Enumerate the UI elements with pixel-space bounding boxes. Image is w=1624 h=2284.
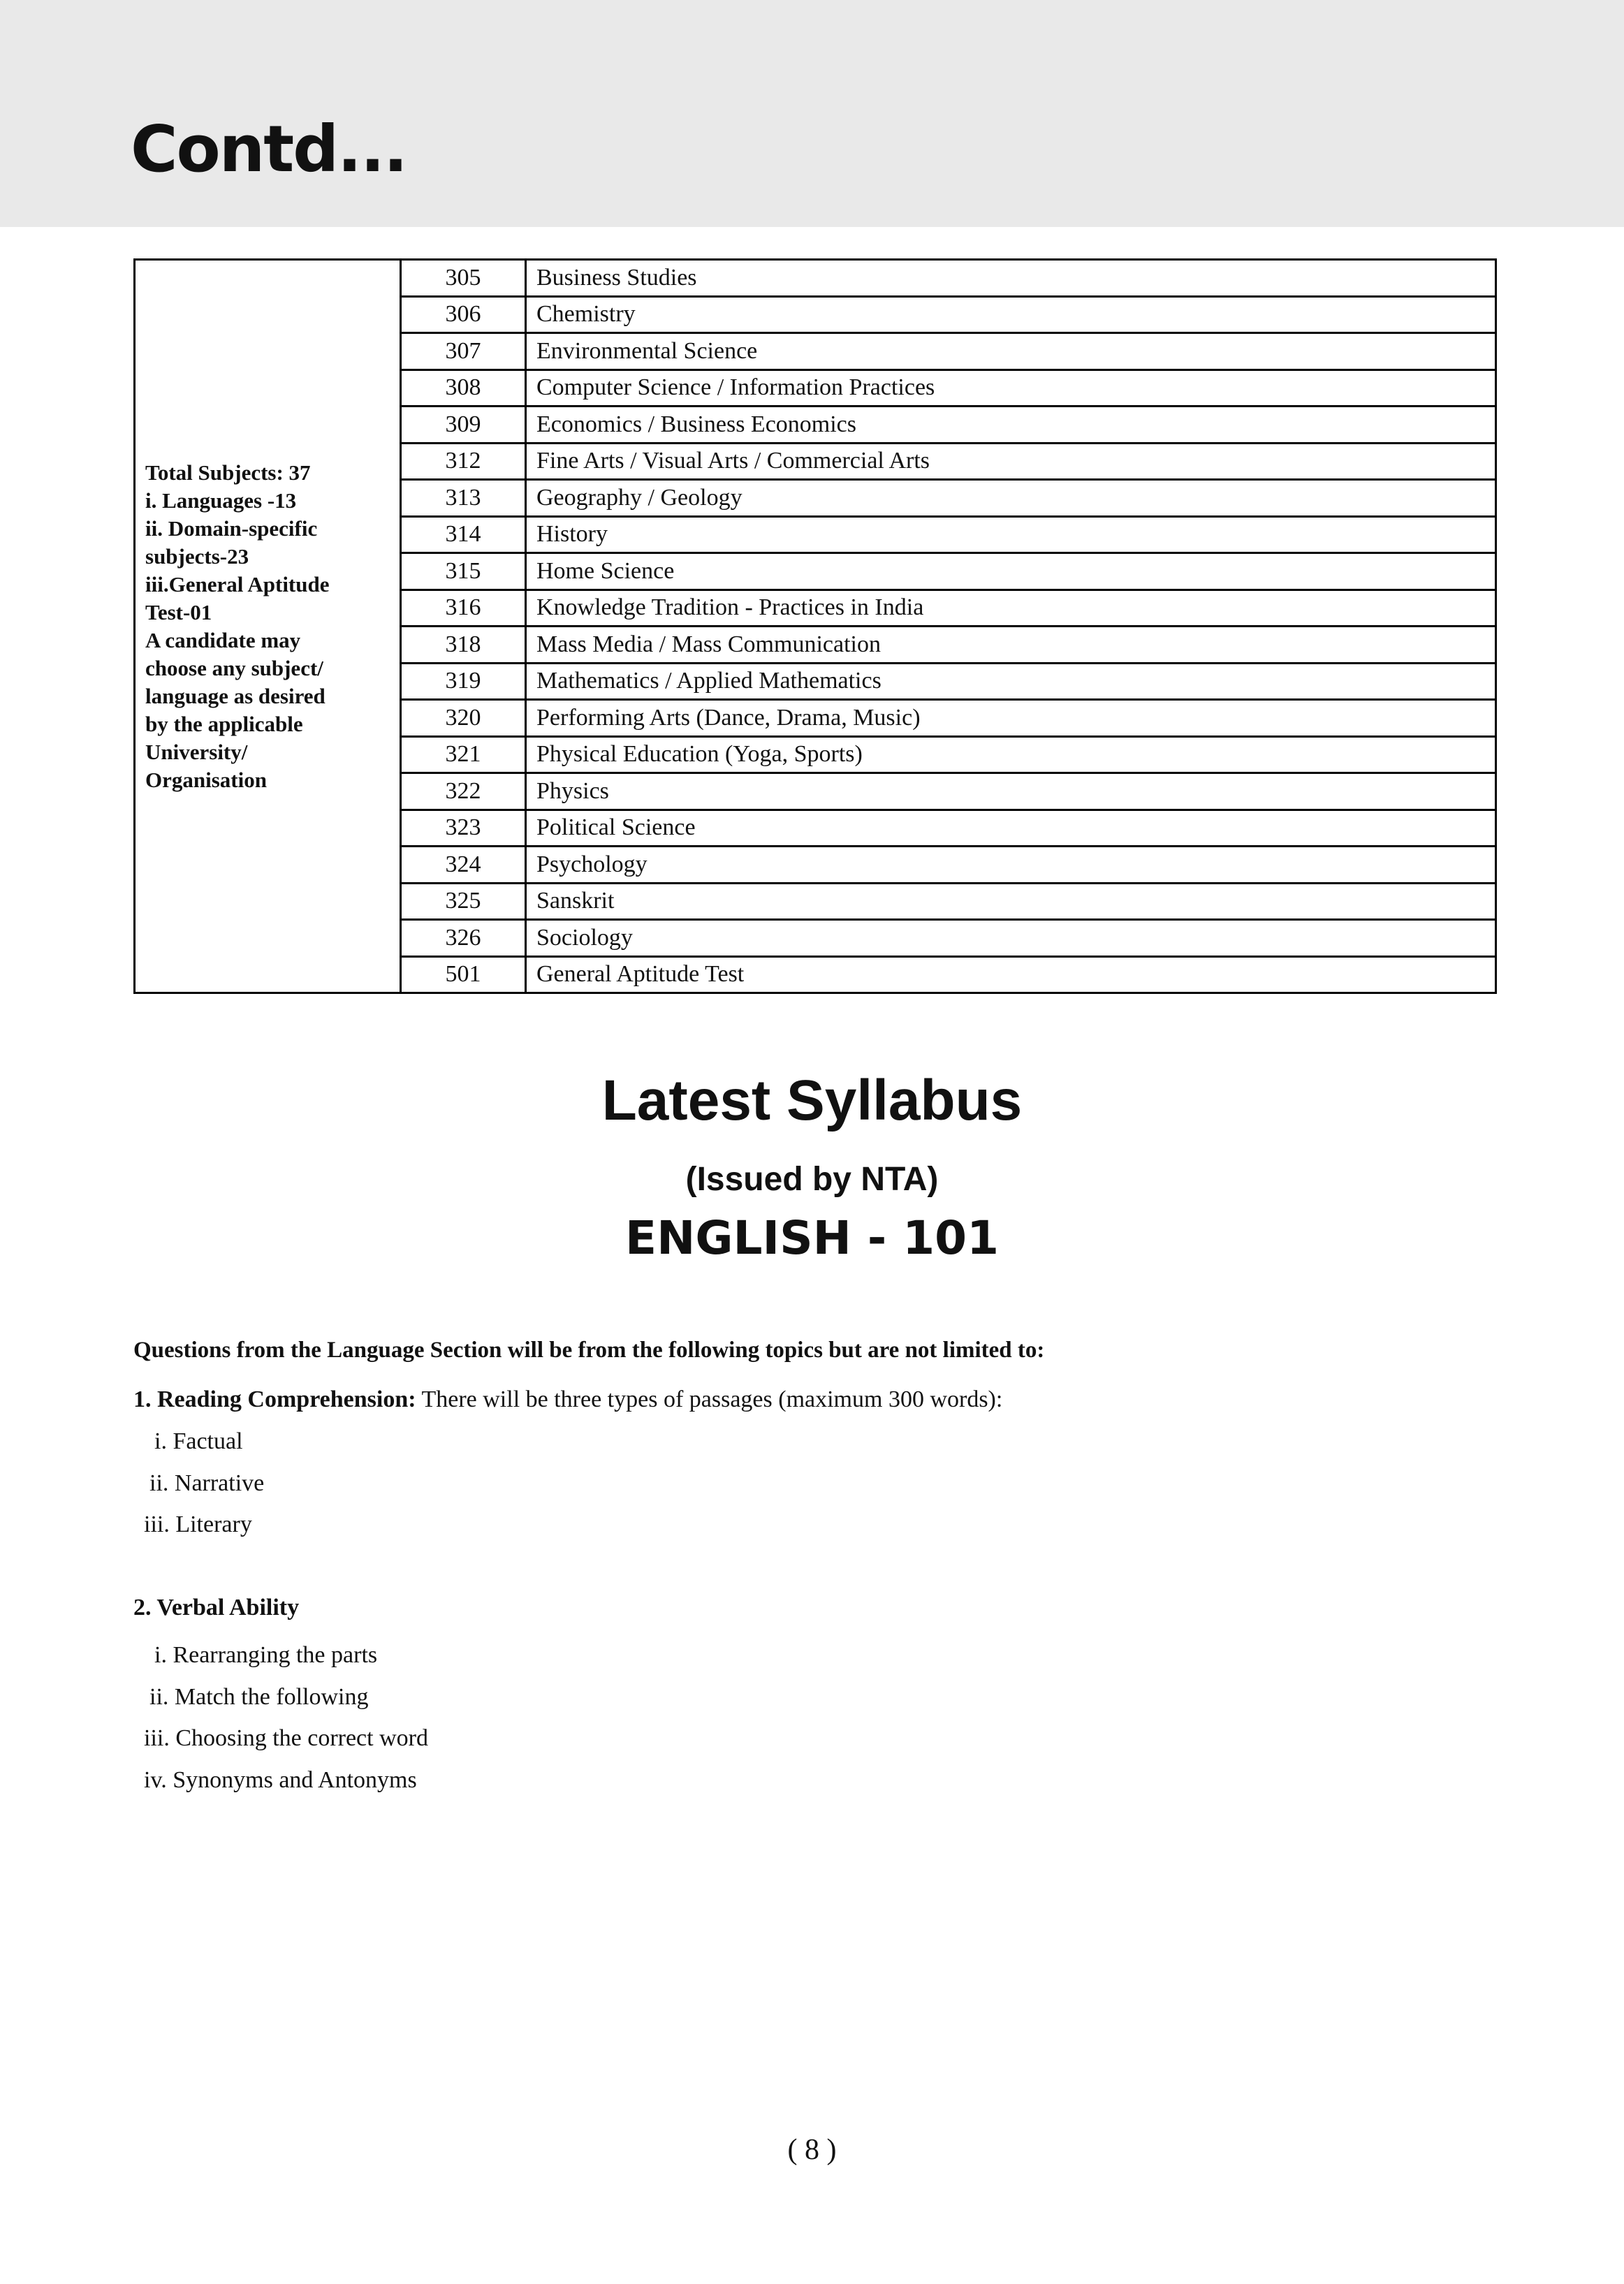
summary-line: choose any subject/	[145, 655, 323, 680]
subject-code: 305	[401, 260, 526, 297]
page-title: Contd...	[131, 112, 407, 186]
subject-name: Fine Arts / Visual Arts / Commercial Arts	[526, 443, 1496, 480]
list-item: i. Factual	[154, 1428, 243, 1454]
subject-heading: ENGLISH - 101	[625, 1211, 999, 1265]
list-item: i. Rearranging the parts	[154, 1642, 378, 1668]
subject-name: Business Studies	[526, 260, 1496, 297]
page-number: ( 8 )	[787, 2134, 837, 2166]
subject-name: Performing Arts (Dance, Drama, Music)	[526, 700, 1496, 737]
summary-line: ii. Domain-specific	[145, 515, 318, 541]
subject-name: General Aptitude Test	[526, 956, 1496, 993]
summary-line: Total Subjects: 37	[145, 460, 311, 485]
subject-name: Political Science	[526, 810, 1496, 847]
subject-name: Computer Science / Information Practices	[526, 369, 1496, 407]
subject-name: History	[526, 516, 1496, 553]
subject-code: 316	[401, 590, 526, 627]
subject-code: 312	[401, 443, 526, 480]
summary-line: University/	[145, 739, 248, 764]
subject-code: 501	[401, 956, 526, 993]
subject-code: 314	[401, 516, 526, 553]
subject-code: 319	[401, 663, 526, 700]
subject-code: 323	[401, 810, 526, 847]
subject-code: 318	[401, 627, 526, 664]
summary-line: Organisation	[145, 767, 267, 792]
section-text: There will be three types of passages (maximum 300 words):	[416, 1386, 1003, 1412]
subject-name: Sociology	[526, 920, 1496, 957]
summary-line: A candidate may	[145, 627, 301, 652]
section-heading: 2. Verbal Ability	[133, 1595, 300, 1620]
summary-line: Test-01	[145, 599, 212, 624]
summary-line: by the applicable	[145, 711, 303, 736]
subject-code: 306	[401, 296, 526, 333]
subject-name: Economics / Business Economics	[526, 407, 1496, 444]
subject-name: Environmental Science	[526, 333, 1496, 370]
subject-code: 307	[401, 333, 526, 370]
list-item: iv. Synonyms and Antonyms	[144, 1767, 417, 1793]
syllabus-subtitle: (Issued by NTA)	[685, 1161, 939, 1198]
subject-code: 325	[401, 883, 526, 920]
summary-line: iii.General Aptitude	[145, 571, 330, 596]
subject-code: 320	[401, 700, 526, 737]
summary-line: i. Languages -13	[145, 488, 297, 513]
subject-code: 322	[401, 773, 526, 810]
subject-name: Physical Education (Yoga, Sports)	[526, 736, 1496, 773]
summary-line: language as desired	[145, 683, 325, 708]
subject-name: Mass Media / Mass Communication	[526, 627, 1496, 664]
subject-name: Geography / Geology	[526, 480, 1496, 517]
syllabus-title: Latest Syllabus	[601, 1069, 1023, 1132]
subject-name: Mathematics / Applied Mathematics	[526, 663, 1496, 700]
subject-code: 313	[401, 480, 526, 517]
subject-code: 309	[401, 407, 526, 444]
subject-code: 321	[401, 736, 526, 773]
summary-line: subjects-23	[145, 543, 249, 569]
subjects-table	[133, 258, 1497, 994]
list-item: ii. Narrative	[149, 1470, 265, 1496]
subject-code: 326	[401, 920, 526, 957]
subject-code: 315	[401, 553, 526, 590]
subject-name: Physics	[526, 773, 1496, 810]
subject-name: Knowledge Tradition - Practices in India	[526, 590, 1496, 627]
list-item: iii. Choosing the correct word	[144, 1725, 428, 1751]
subject-code: 308	[401, 369, 526, 407]
list-item: iii. Literary	[144, 1511, 252, 1537]
subject-name: Home Science	[526, 553, 1496, 590]
list-item: ii. Match the following	[149, 1684, 369, 1710]
header-band	[0, 0, 1624, 227]
subject-name: Sanskrit	[526, 883, 1496, 920]
subject-code: 324	[401, 847, 526, 884]
subject-name: Chemistry	[526, 296, 1496, 333]
intro-text: Questions from the Language Section will be from the following topics but are not limited to:	[133, 1338, 1045, 1363]
section-verbal-ability	[133, 1596, 299, 1620]
table-row	[135, 260, 1496, 297]
section-heading: 1. Reading Comprehension:	[133, 1386, 416, 1412]
subject-name: Psychology	[526, 847, 1496, 884]
section-reading-comprehension	[133, 1388, 1002, 1412]
subject-summary-note	[135, 260, 401, 993]
